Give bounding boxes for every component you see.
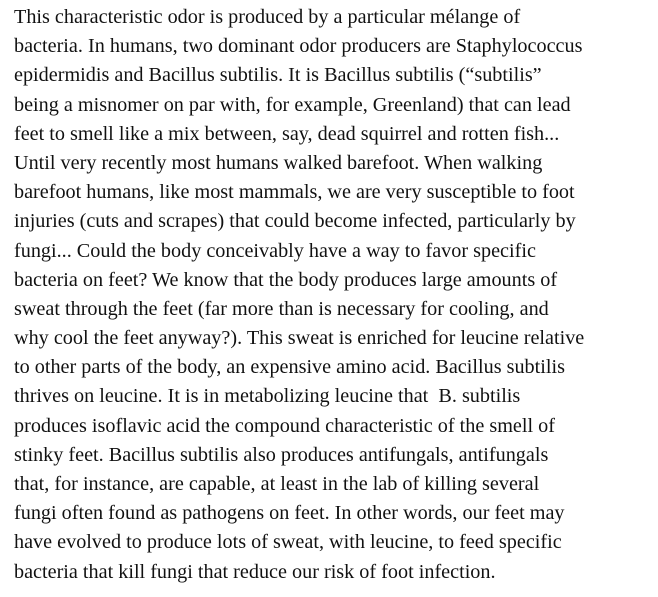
text-line-8: injuries (cuts and scrapes) that could become infected, particularly by xyxy=(14,210,576,233)
text-line-13: to other parts of the body, an expensive amino acid. Bacillus subtilis xyxy=(14,356,565,379)
text-line-4: being a misnomer on par with, for example, Greenland) that can lead xyxy=(14,93,571,116)
text-line-2: bacteria. In humans, two dominant odor producers are Staphylococcus xyxy=(14,35,583,58)
text-line-3: epidermidis and Bacillus subtilis. It is Bacillus subtilis (“subtilis” xyxy=(14,64,542,87)
text-line-12: why cool the feet anyway?). This sweat is enriched for leucine relative xyxy=(14,327,585,350)
text-line-16: stinky feet. Bacillus subtilis also produces antifungals, antifungals xyxy=(14,443,549,466)
text-line-5: feet to smell like a mix between, say, dead squirrel and rotten fish... xyxy=(14,122,560,145)
text-line-20: bacteria that kill fungi that reduce our risk of foot infection. xyxy=(14,560,496,583)
text-line-11: sweat through the feet (far more than is necessary for cooling, and xyxy=(14,297,549,320)
text-line-7: barefoot humans, like most mammals, we are very susceptible to foot xyxy=(14,181,575,204)
text-line-19: have evolved to produce lots of sweat, with leucine, to feed specific xyxy=(14,531,562,554)
text-line-9: fungi... Could the body conceivably have a way to favor specific xyxy=(14,239,536,262)
text-line-17: that, for instance, are capable, at least in the lab of killing several xyxy=(14,473,540,495)
text-line-1: This characteristic odor is produced by a particular mélange of xyxy=(14,6,521,28)
text-line-10: bacteria on feet? We know that the body produces large amounts of xyxy=(14,268,558,291)
text-line-14: thrives on leucine. It is in metabolizing leucine that B. subtilis xyxy=(14,385,521,408)
text-line-15: produces isoflavic acid the compound characteristic of the smell of xyxy=(14,414,555,437)
text-line-6: Until very recently most humans walked barefoot. When walking xyxy=(14,151,543,174)
text-line-18: fungi often found as pathogens on feet. In other words, our feet may xyxy=(14,502,565,525)
